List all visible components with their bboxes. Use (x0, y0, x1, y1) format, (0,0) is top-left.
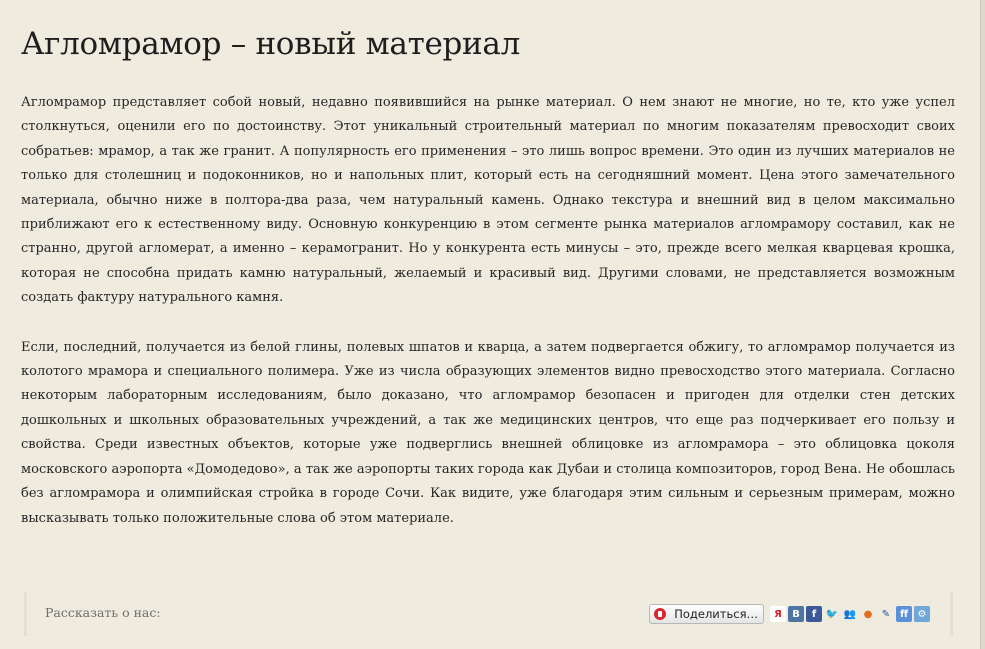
share-buttons (649, 604, 930, 624)
yandex-icon[interactable]: Я (770, 606, 786, 622)
moimir-icon[interactable]: 👥 (842, 606, 858, 622)
vkontakte-icon[interactable]: В (788, 606, 804, 622)
odnoklassniki-icon[interactable]: ● (860, 606, 876, 622)
twitter-icon[interactable]: 🐦 (824, 606, 840, 622)
article (21, 22, 955, 556)
page-right-border (980, 0, 985, 649)
article-title: Агломрамор – новый материал (21, 26, 520, 62)
share-bar (24, 592, 953, 636)
share-label: Рассказать о нас: (45, 605, 161, 620)
livejournal-icon[interactable]: ✎ (878, 606, 894, 622)
friendfeed-icon[interactable]: ff (896, 606, 912, 622)
facebook-icon[interactable]: f (806, 606, 822, 622)
article-paragraph-2: Если, последний, получается из белой глины, полевых шпатов и кварца, а затем подвергается обжигу, то агломрамор получается из колотого мрамора и специального полимера. Уже из числа образующих элементов видно превосходство этого материала. Согласно некоторым лабораторным исследованиям, было доказано, что агломрамор безопасен и пригоден для отделки стен детских дошкольных и школьных образовательных учреждений, а так же медицинских центров, что еще раз подчеркивает его пользу и свойства. Среди известных объектов, которые уже подверглись внешней облицовке из агломрамора – это облицовка цоколя московского аэропорта «Домодедово», а так же аэропорты таких города как Дубаи и столица композиторов, город Вена. Не обошлась без агломрамора и олимпийская стройка в городе Сочи. Как видите, уже благодаря этим сильным и серьезным примерам, можно высказывать только положительные слова об этом материале. (21, 339, 955, 526)
share-button[interactable] (649, 604, 764, 624)
more-services-icon[interactable]: ⚙ (914, 606, 930, 622)
share-button-label: Поделиться… (674, 607, 758, 621)
article-paragraph-1: Агломрамор представляет собой новый, недавно появившийся на рынке материал. О нем знают не многие, но те, кто уже успел столкнуться, оценили его по достоинству. Этот уникальный строительный материал по многим показателям превосходит своих собратьев: мрамор, а так же гранит. А популярность его применения – это лишь вопрос времени. Это один из лучших материалов не только для столешниц и подоконников, но и напольных плит, который есть на сегодняшний момент. Цена этого замечательного материала, обычно ниже в полтора-два раза, чем натуральный камень. Однако текстура и внешний вид в целом максимально приближают его к естественному виду. Основную конкуренцию в этом сегменте рынка материалов агломрамору составил, как не странно, другой агломерат, а именно – керамогранит. Но у конкурента есть минусы – это, прежде всего мелкая кварцевая крошка, которая не способна придать камню натуральный, желаемый и красивый вид. Другими словами, не представляется возможным создать фактуру натурального камня. (21, 95, 955, 306)
yandex-share-logo-icon (654, 608, 666, 620)
article-body (21, 91, 955, 531)
